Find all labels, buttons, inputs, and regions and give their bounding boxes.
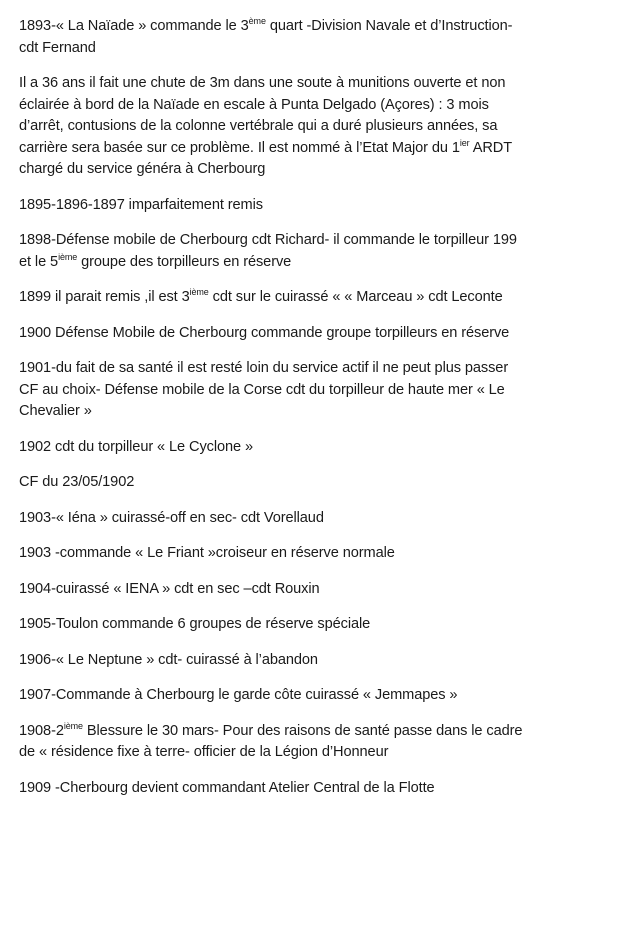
entry-1909: 1909 -Cherbourg devient commandant Atelier Central de la Flotte (19, 779, 435, 796)
entry-1899: 1899 il parait remis ,il est 3ième cdt sur le cuirassé « « Marceau » cdt Leconte (19, 287, 503, 305)
entry-1902: 1902 cdt du torpilleur « Le Cyclone » (19, 438, 254, 455)
entry-1904: 1904-cuirassé « IENA » cdt en sec –cdt Rouxin (19, 580, 320, 597)
entry-1905: 1905-Toulon commande 6 groupes de réserve spéciale (19, 616, 371, 632)
entry-1893: 1893-« La Naïade » commande le 3ème quart -Division Navale et d’Instruction- cdt Fernand (19, 16, 513, 56)
entry-1901: 1901-du fait de sa santé il est resté loin du service actif il ne peut plus passer CF au choix- Défense mobile de la Corse cdt du torpilleur de haute mer « Le Chevalier » (19, 360, 509, 419)
entry-1908: 1908-2ième Blessure le 30 mars- Pour des raisons de santé passe dans le cadre de « résidence fixe à terre- officier de la Légion d’Honneur (19, 720, 523, 760)
entry-1898: 1898-Défense mobile de Cherbourg cdt Richard- il commande le torpilleur 199 et le 5ième groupe des torpilleurs en réserve (19, 232, 517, 270)
entry-1903-friant: 1903 -commande « Le Friant »croiseur en réserve normale (19, 545, 395, 561)
entry-accident: Il a 36 ans il fait une chute de 3m dans une soute à munitions ouverte et non éclairée à bord de la Naïade en escale à Punta Delgado (Açores) : 3 mois d’arrêt, contusions de la colonne vertébrale qui a duré plusieurs années, sa carrière sera basée sur ce problème. Il est nommé à l’Etat Major du $1^{ier}$ ARDT chargé du service généra à Cherbourg (19, 75, 513, 177)
entry-1895-1897: 1895-1896-1897 imparfaitement remis (19, 196, 263, 213)
entry-1900: 1900 Défense Mobile de Cherbourg commande groupe torpilleurs en réserve (19, 324, 510, 341)
entry-1907: 1907-Commande à Cherbourg le garde côte cuirassé « Jemmapes » (19, 687, 458, 703)
entry-1906: 1906-« Le Neptune » cdt- cuirassé à l’abandon (19, 651, 318, 668)
entry-cf-1902: CF du 23/05/1902 (19, 474, 135, 490)
entry-1903-iena: 1903-« Iéna » cuirassé-off en sec- cdt Vorellaud (19, 509, 324, 526)
